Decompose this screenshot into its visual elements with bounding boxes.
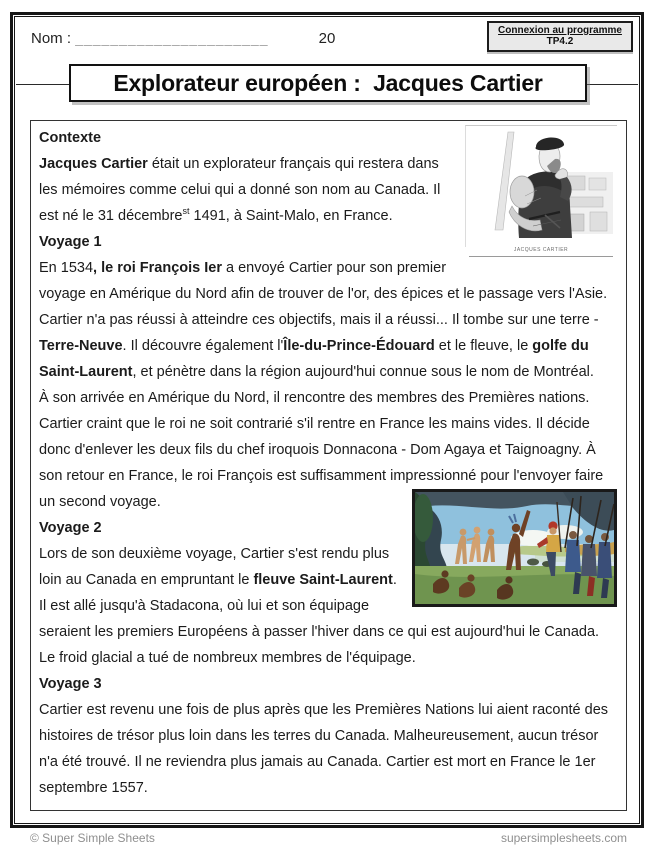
section-heading-voyage1: Voyage 1 (39, 234, 102, 250)
program-connection-link[interactable]: Connexion au programme (498, 25, 622, 36)
footer-website: supersimplesheets.com (500, 831, 627, 845)
page-title: Explorateur européen : Jacques Cartier (69, 64, 587, 102)
score-value: 20 (318, 30, 336, 47)
cartier-meeting-first-nations-painting (415, 492, 614, 604)
section-heading-voyage3: Voyage 3 (39, 676, 102, 692)
paragraph-voyage3: Cartier est revenu une fois de plus après que les Premières Nations lui aient raconté des histoires de trésor plus loin dans les terres du Canada. Malheureusement, aucun trésor n'a été trouvé. Il ne reviendra plus jamais au Canada. Cartier est mort en France le 1er septembre 1557. (39, 702, 609, 796)
name-blank-line: ______________________ (75, 30, 269, 46)
program-connection-box (487, 21, 633, 52)
jacques-cartier-portrait-image (467, 126, 617, 238)
portrait-caption: JACQUES CARTIER (513, 247, 569, 253)
worksheet-page (10, 12, 644, 828)
paragraph-contexte: Jacques Cartier était un explorateur français qui restera dans les mémoires comme celui qui a donné son nom au Canada. Il est né le 31 décembre$^{st}$ 1491, à Saint-Malo, en France. (39, 156, 441, 224)
content-panel (30, 120, 627, 811)
worksheet-page-inner (14, 16, 640, 824)
program-code: TP4.2 (546, 36, 574, 47)
footer-copyright: © Super Simple Sheets (30, 831, 155, 845)
portrait-frame (465, 125, 617, 247)
section-heading-contexte: Contexte (39, 130, 102, 146)
page-footer (30, 831, 627, 845)
portrait-caption-rule (469, 256, 613, 257)
voyage2-painting-figure (412, 489, 617, 607)
painting-frame (412, 489, 617, 607)
name-label: Nom : (31, 30, 72, 47)
paragraph-voyage1-a: En 1534, le roi François Ier a envoyé Cartier pour son premier voyage en Amérique du Nord afin de trouver de l'or, des épices et le passage vers l'Asie. Cartier n'a pas réussi à atteindre ces objectifs, mais il a réussi... Il tombe sur une terre - Terre-Neuve. Il découvre également l'Île-du-Prince-Édouard et le fleuve, le golfe du Saint-Laurent, et pénètre dans la région aujourd'hui connue sous le nom de Montréal. (39, 260, 608, 380)
paragraph-voyage1-b: À son arrivée en Amérique du Nord, il rencontre des membres des Premières nations. Cartier craint que le roi ne soit contrarié s'il rentre en France les mains vides. Il décide donc d'enlever les deux fils du chef iroquois Donnacona - Dom Agaya et Taignoagny. À son retour en France, le roi François est suffisamment impressionné pour l'envoyer faire un second voyage. (39, 390, 604, 510)
paragraph-voyage2: Lors de son deuxième voyage, Cartier s'est rendu plus loin au Canada en empruntant le fleuve Saint-Laurent. Il est allé jusqu'à Stadacona, où lui et son équipage seraient les premiers Européens à passer l'hiver dans ce qui est aujourd'hui le Canada. Le froid glacial a tué de nombreux membres de l'équipage. (39, 546, 600, 666)
portrait-figure (465, 125, 617, 257)
section-heading-voyage2: Voyage 2 (39, 520, 102, 536)
